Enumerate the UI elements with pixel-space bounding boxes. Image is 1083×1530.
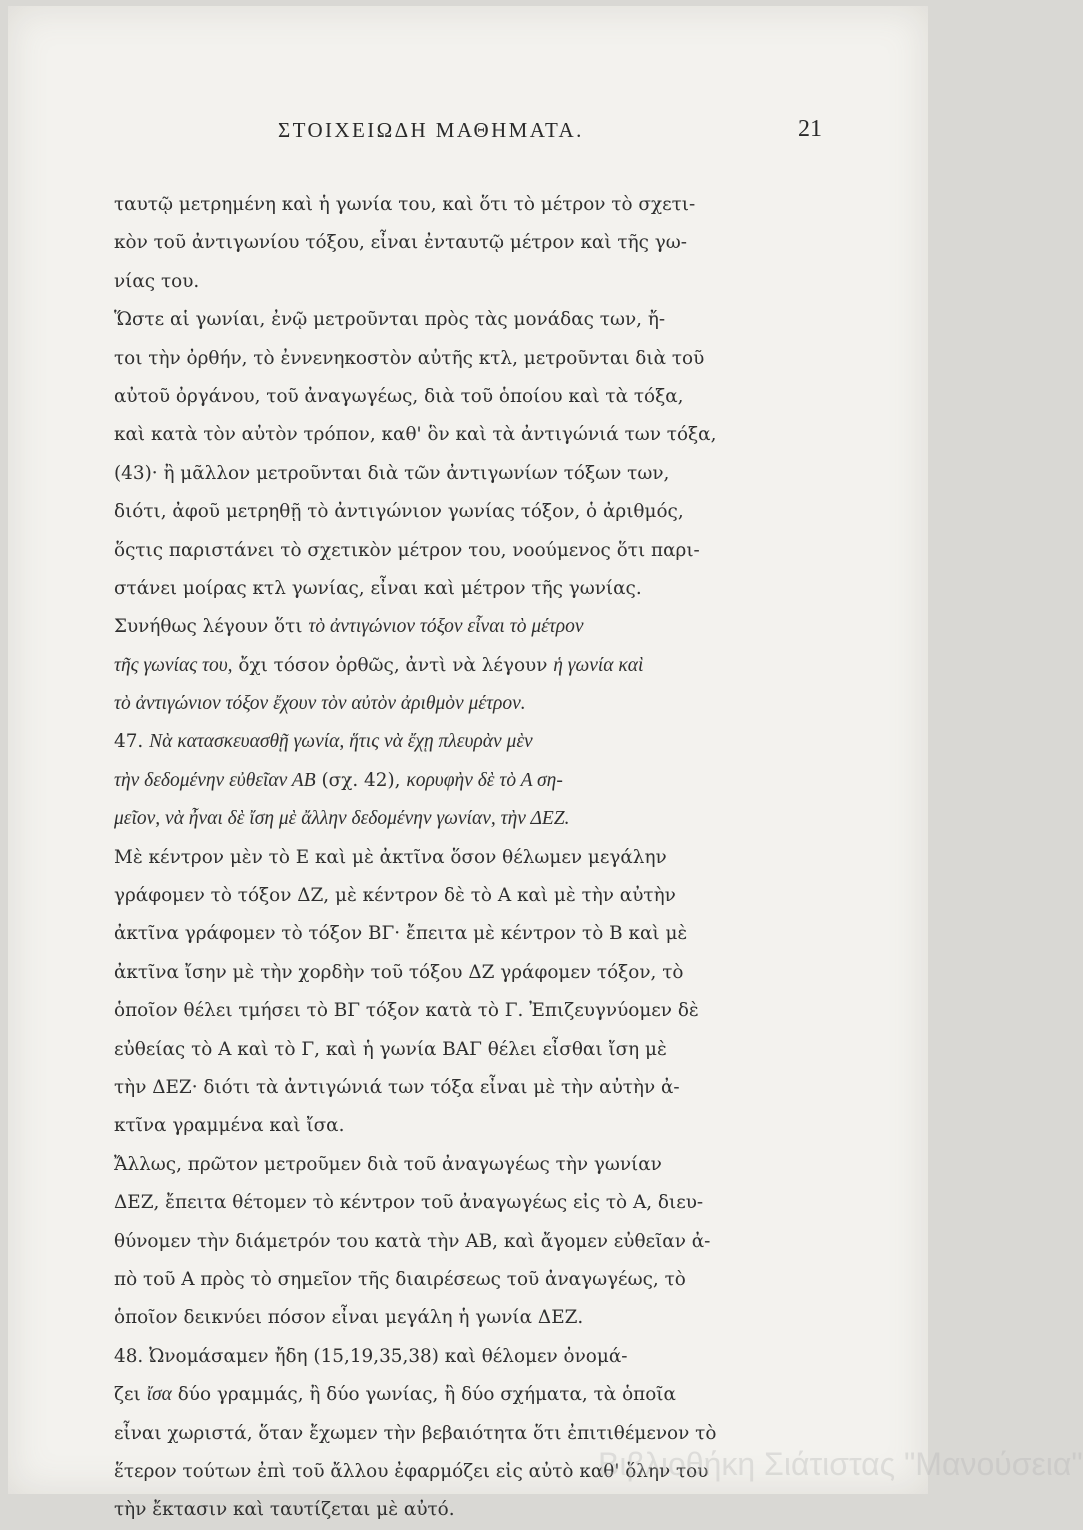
italic-text-segment: τὸ ἀντιγώνιον τόξον εἶναι τὸ μέτρον: [308, 616, 584, 638]
text-line: [114, 378, 808, 416]
text-line: [114, 954, 808, 992]
text-segment: νίας του.: [114, 270, 200, 292]
text-line: [114, 1376, 808, 1414]
italic-text-segment: κορυφὴν δὲ τὸ Α ση-: [406, 769, 563, 791]
text-segment: Ἄλλως, πρῶτον μετροῦμεν διὰ τοῦ ἀναγωγέως τὴν γωνίαν: [114, 1153, 662, 1175]
library-watermark: Βιβλιοθήκη Σιάτιστας "Μανούσεια": [598, 1446, 1083, 1482]
text-line: [114, 723, 808, 761]
text-line: [114, 1069, 808, 1107]
book-page: [8, 6, 1083, 1521]
text-segment: ὁποῖον δεικνύει πόσον εἶναι μεγάλη ἡ γωνία ΔΕΖ.: [114, 1307, 584, 1329]
text-segment: τὴν ἔκτασιν καὶ ταυτίζεται μὲ αὐτό.: [114, 1499, 455, 1521]
text-segment: εἶναι χωριστά, ὅταν ἔχωμεν τὴν βεβαιότητα ὅτι ἐπιτιθέμενον τὸ: [114, 1422, 717, 1444]
text-line: [114, 186, 808, 224]
text-segment: δύο γραμμάς, ἢ δύο γωνίας, ἢ δύο σχήματα, τὰ ὁποῖα: [171, 1384, 676, 1406]
text-segment: Μὲ κέντρον μὲν τὸ Ε καὶ μὲ ἀκτῖνα ὅσον θέλωμεν μεγάλην: [114, 846, 667, 868]
text-line: [114, 1261, 808, 1299]
text-segment: τοι τὴν ὀρθήν, τὸ ἐννενηκοστὸν αὐτῆς κτλ, μετροῦνται διὰ τοῦ: [114, 347, 705, 369]
page-number: 21: [798, 116, 822, 142]
text-segment: Ὥστε αἱ γωνίαι, ἐνῷ μετροῦνται πρὸς τὰς μονάδας των, ἤ-: [114, 309, 666, 331]
text-line: [114, 1338, 808, 1376]
text-line: [114, 1223, 808, 1261]
text-segment: ζει: [114, 1384, 147, 1406]
text-line: [114, 1184, 808, 1222]
text-line: [114, 340, 808, 378]
italic-text-segment: τὸ ἀντιγώνιον τόξον ἔχουν τὸν αὐτὸν ἀριθμὸν μέτρον.: [114, 693, 526, 715]
text-line: [114, 1299, 808, 1337]
text-segment: ἀκτῖνα ἴσην μὲ τὴν χορδὴν τοῦ τόξου ΔΖ γράφομεν τόξον, τὸ: [114, 961, 684, 983]
text-segment: πὸ τοῦ Α πρὸς τὸ σημεῖον τῆς διαιρέσεως τοῦ ἀναγωγέως, τὸ: [114, 1268, 686, 1290]
text-line: [114, 1031, 808, 1069]
italic-text-segment: τῆς γωνίας του,: [114, 654, 233, 676]
text-segment: ὄχι τόσον ὀρθῶς, ἀντὶ νὰ λέγουν: [232, 654, 554, 676]
text-line: [114, 647, 808, 685]
text-segment: (43)· ἢ μᾶλλον μετροῦνται διὰ τῶν ἀντιγωνίων τόξων των,: [114, 462, 670, 484]
text-segment: τὴν ΔΕΖ· διότι τὰ ἀντιγώνιά των τόξα εἶναι μὲ τὴν αὐτὴν ἀ-: [114, 1076, 680, 1098]
text-segment: Συνήθως λέγουν ὅτι: [114, 616, 309, 638]
text-line: [114, 416, 808, 454]
body-text: [114, 186, 808, 1530]
text-line: [114, 762, 808, 800]
text-segment: αὐτοῦ ὀργάνου, τοῦ ἀναγωγέως, διὰ τοῦ ὁποίου καὶ τὰ τόξα,: [114, 385, 684, 407]
text-segment: στάνει μοίρας κτλ γωνίας, εἶναι καὶ μέτρον τῆς γωνίας.: [114, 577, 642, 599]
text-line: [114, 224, 808, 262]
text-segment: κὸν τοῦ ἀντιγωνίου τόξου, εἶναι ἐνταυτῷ μέτρον καὶ τῆς γω-: [114, 232, 687, 254]
italic-text-segment: ἴσα: [146, 1384, 172, 1406]
text-segment: διότι, ἀφοῦ μετρηθῇ τὸ ἀντιγώνιον γωνίας τόξον, ὁ ἀριθμός,: [114, 501, 684, 523]
text-line: [114, 877, 808, 915]
text-segment: (σχ. 42),: [315, 769, 407, 791]
text-segment: κτῖνα γραμμένα καὶ ἴσα.: [114, 1115, 345, 1137]
running-title: ΣΤΟΙΧΕΙΩΔΗ ΜΑΘΗΜΑΤΑ.: [278, 118, 584, 142]
text-line: [114, 992, 808, 1030]
text-segment: ὁποῖον θέλει τμήσει τὸ ΒΓ τόξον κατὰ τὸ Γ. Ἐπιζευγνύομεν δὲ: [114, 1000, 699, 1022]
text-line: [114, 493, 808, 531]
text-line: [114, 570, 808, 608]
text-line: [114, 532, 808, 570]
italic-text-segment: ἡ γωνία καὶ: [553, 654, 644, 676]
text-segment: ΔΕΖ, ἔπειτα θέτομεν τὸ κέντρον τοῦ ἀναγωγέως εἰς τὸ Α, διευ-: [114, 1192, 704, 1214]
text-segment: ὅςτις παριστάνει τὸ σχετικὸν μέτρον του, νοούμενος ὅτι παρι-: [114, 539, 700, 561]
text-segment: 48. Ὠνομάσαμεν ἤδη (15,19,35,38) καὶ θέλομεν ὀνομά-: [114, 1345, 628, 1367]
text-line: [114, 301, 808, 339]
text-segment: 47.: [114, 731, 150, 753]
text-segment: γράφομεν τὸ τόξον ΔΖ, μὲ κέντρον δὲ τὸ Α καὶ μὲ τὴν αὐτὴν: [114, 885, 676, 907]
text-line: [114, 915, 808, 953]
text-segment: ταυτῷ μετρημένη καὶ ἡ γωνία του, καὶ ὅτι τὸ μέτρον τὸ σχετι-: [114, 194, 696, 215]
text-segment: ἀκτῖνα γράφομεν τὸ τόξον ΒΓ· ἔπειτα μὲ κέντρον τὸ Β καὶ μὲ: [114, 923, 688, 945]
text-line: [114, 1146, 808, 1184]
italic-text-segment: Νὰ κατασκευασθῇ γωνία, ἥτις νὰ ἔχῃ πλευρὰν μὲν: [149, 731, 533, 753]
text-segment: καὶ κατὰ τὸν αὐτὸν τρόπον, καθ' ὃν καὶ τὰ ἀντιγώνιά των τόξα,: [114, 424, 717, 446]
text-line: [114, 839, 808, 877]
text-line: [114, 685, 808, 723]
text-line: [114, 800, 808, 838]
text-line: [114, 1491, 808, 1529]
text-line: [114, 263, 808, 301]
text-line: [114, 608, 808, 646]
italic-text-segment: τὴν δεδομένην εὐθεῖαν ΑΒ: [114, 769, 316, 791]
text-line: [114, 1107, 808, 1145]
text-segment: ἕτερον τούτων ἐπὶ τοῦ ἄλλου ἐφαρμόζει εἰς αὐτὸ καθ' ὅλην του: [114, 1460, 709, 1482]
italic-text-segment: μεῖον, νὰ ἦναι δὲ ἴση μὲ ἄλλην δεδομένην γωνίαν, τὴν ΔΕΖ.: [114, 808, 570, 830]
text-line: [114, 455, 808, 493]
text-segment: εὐθείας τὸ Α καὶ τὸ Γ, καὶ ἡ γωνία ΒΑΓ θέλει εἶσθαι ἴση μὲ: [114, 1038, 667, 1060]
text-segment: θύνομεν τὴν διάμετρόν του κατὰ τὴν ΑΒ, καὶ ἄγομεν εὐθεῖαν ἀ-: [114, 1230, 711, 1252]
page-header: [8, 110, 928, 150]
